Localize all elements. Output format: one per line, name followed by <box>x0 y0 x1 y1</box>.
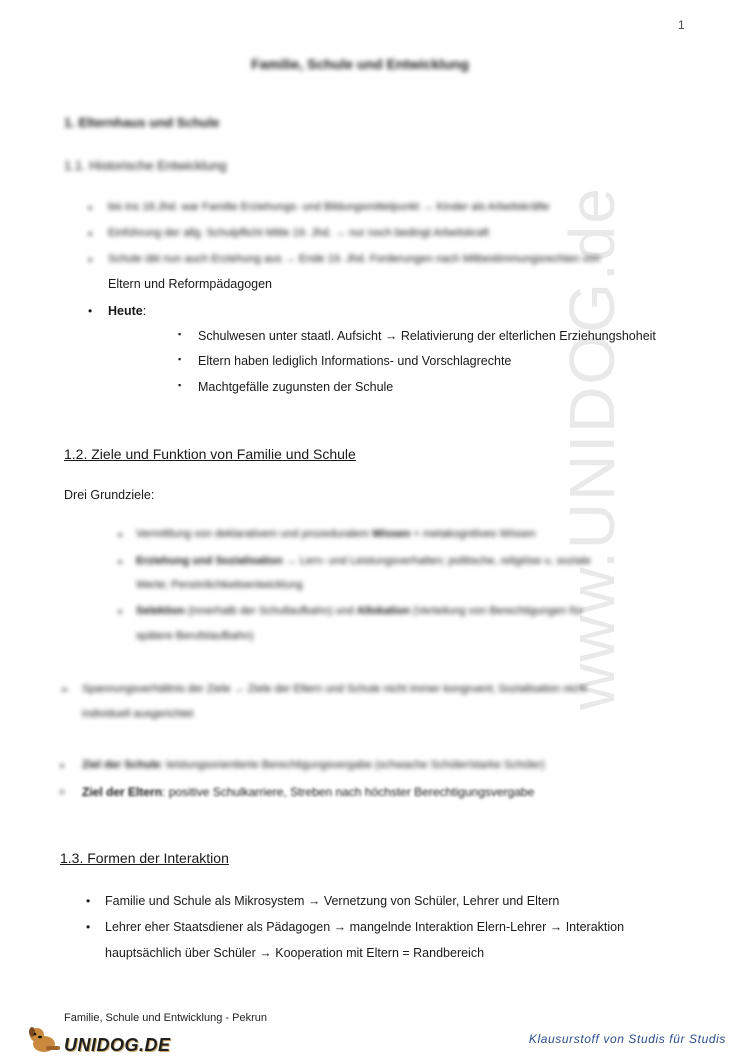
bullet-icon: • <box>86 894 91 908</box>
document-title: Familie, Schule und Entwicklung <box>251 56 469 72</box>
bullet-icon: • <box>88 227 93 241</box>
bullet-icon: • <box>60 785 65 799</box>
list-item: Familie und Schule als Mikrosystem → Vernetzung von Schüler, Lehrer und Eltern <box>105 894 560 908</box>
page-number: 1 <box>678 18 685 32</box>
goal-item-selection: Selektion (innerhalb der Schullaufbahn) und Allokation (Verteilung von Berechtigungen für <box>136 605 583 617</box>
sub-list-item: Machtgefälle zugunsten der Schule <box>198 380 394 394</box>
bullet-icon: • <box>60 759 65 773</box>
dog-icon <box>28 1024 64 1054</box>
section-heading: 1. Elternhaus und Schule <box>64 115 220 130</box>
list-item: Einführung der allg. Schulpflicht Mitte 19. Jhd. → nur noch bedingt Arbeitskraft <box>108 227 489 239</box>
watermark: www.UNIDOG.de <box>556 186 628 710</box>
goal-item-education: Erziehung und Sozialisation → Lern- und Leistungsverhalten; politische, religiöse u. soziale <box>136 555 591 567</box>
bullet-icon: • <box>118 605 123 619</box>
school-goal-line: Ziel der Schule: leistungsorientierte Berechtigungsvergabe (schwache Schüler/starke Schüler) <box>82 759 545 771</box>
tension-text: Spannungsverhältnis der Ziele → Ziele der Eltern und Schule nicht immer kongruent; Sozialisation nicht <box>82 683 587 695</box>
goal-item-knowledge: Vermittlung von deklarativem und prozeduralem Wissen + metakognitives Wissen <box>136 528 536 540</box>
goal-item-education-continuation: Werte; Persönlichkeitsentwicklung <box>136 579 303 591</box>
arrow-bullet-icon: ➢ <box>60 684 70 696</box>
unidog-logo[interactable] <box>28 1024 171 1054</box>
footer-text: Familie, Schule und Entwicklung - Pekrun <box>64 1012 267 1024</box>
list-item: Lehrer eher Staatsdiener als Pädagogen → mangelnde Interaktion Elern-Lehrer → Interaktion <box>105 920 625 934</box>
list-item: bis ins 18.Jhd. war Familie Erziehungs- und Bildungsmittelpunkt → Kinder als Arbeitskräfte <box>108 201 550 213</box>
square-bullet-icon: ▪ <box>178 354 182 364</box>
bullet-icon: • <box>88 253 93 267</box>
list-item-continuation: Eltern und Reformpädagogen <box>108 277 273 291</box>
sub-list-item: Eltern haben lediglich Informations- und Vorschlagrechte <box>198 354 512 368</box>
subsection-heading-historical: 1.1. Historische Entwicklung <box>64 158 227 173</box>
slogan-text: Klausurstoff von Studis für Studis <box>528 1032 726 1046</box>
heute-line <box>108 304 146 318</box>
bullet-icon: • <box>88 304 93 318</box>
bullet-icon: • <box>118 555 123 569</box>
heute-colon: : <box>142 304 147 318</box>
intro-text: Drei Grundziele: <box>64 488 155 502</box>
list-item: Schule übt nun auch Erziehung aus → Ende 19. Jhd. Forderungen nach Mitbestimmungsrechten von <box>108 253 601 265</box>
subsection-heading-interaction: 1.3. Formen der Interaktion <box>60 850 229 866</box>
list-item-continuation: hauptsächlich über Schüler → Kooperation mit Eltern = Randbereich <box>105 946 485 960</box>
goal-item-selection-continuation: spätere Berufslaufbahn) <box>136 630 254 642</box>
square-bullet-icon: ▪ <box>178 380 182 390</box>
logo-text: UNIDOG.DE <box>64 1035 171 1055</box>
tension-text-continuation: individuell ausgerichtet <box>82 708 194 720</box>
bullet-icon: • <box>118 528 123 542</box>
bullet-icon: • <box>86 920 91 934</box>
subsection-heading-goals: 1.2. Ziele und Funktion von Familie und Schule <box>64 446 356 462</box>
bullet-icon: • <box>88 201 93 215</box>
sub-list-item: Schulwesen unter staatl. Aufsicht → Relativierung der elterlichen Erziehungshoheit <box>198 329 656 343</box>
square-bullet-icon: ▪ <box>178 329 182 339</box>
parent-goal-line: Ziel der Eltern: positive Schulkarriere, Streben nach höchster Berechtigungsvergabe <box>82 785 535 799</box>
heute-label: Heute <box>108 304 143 318</box>
